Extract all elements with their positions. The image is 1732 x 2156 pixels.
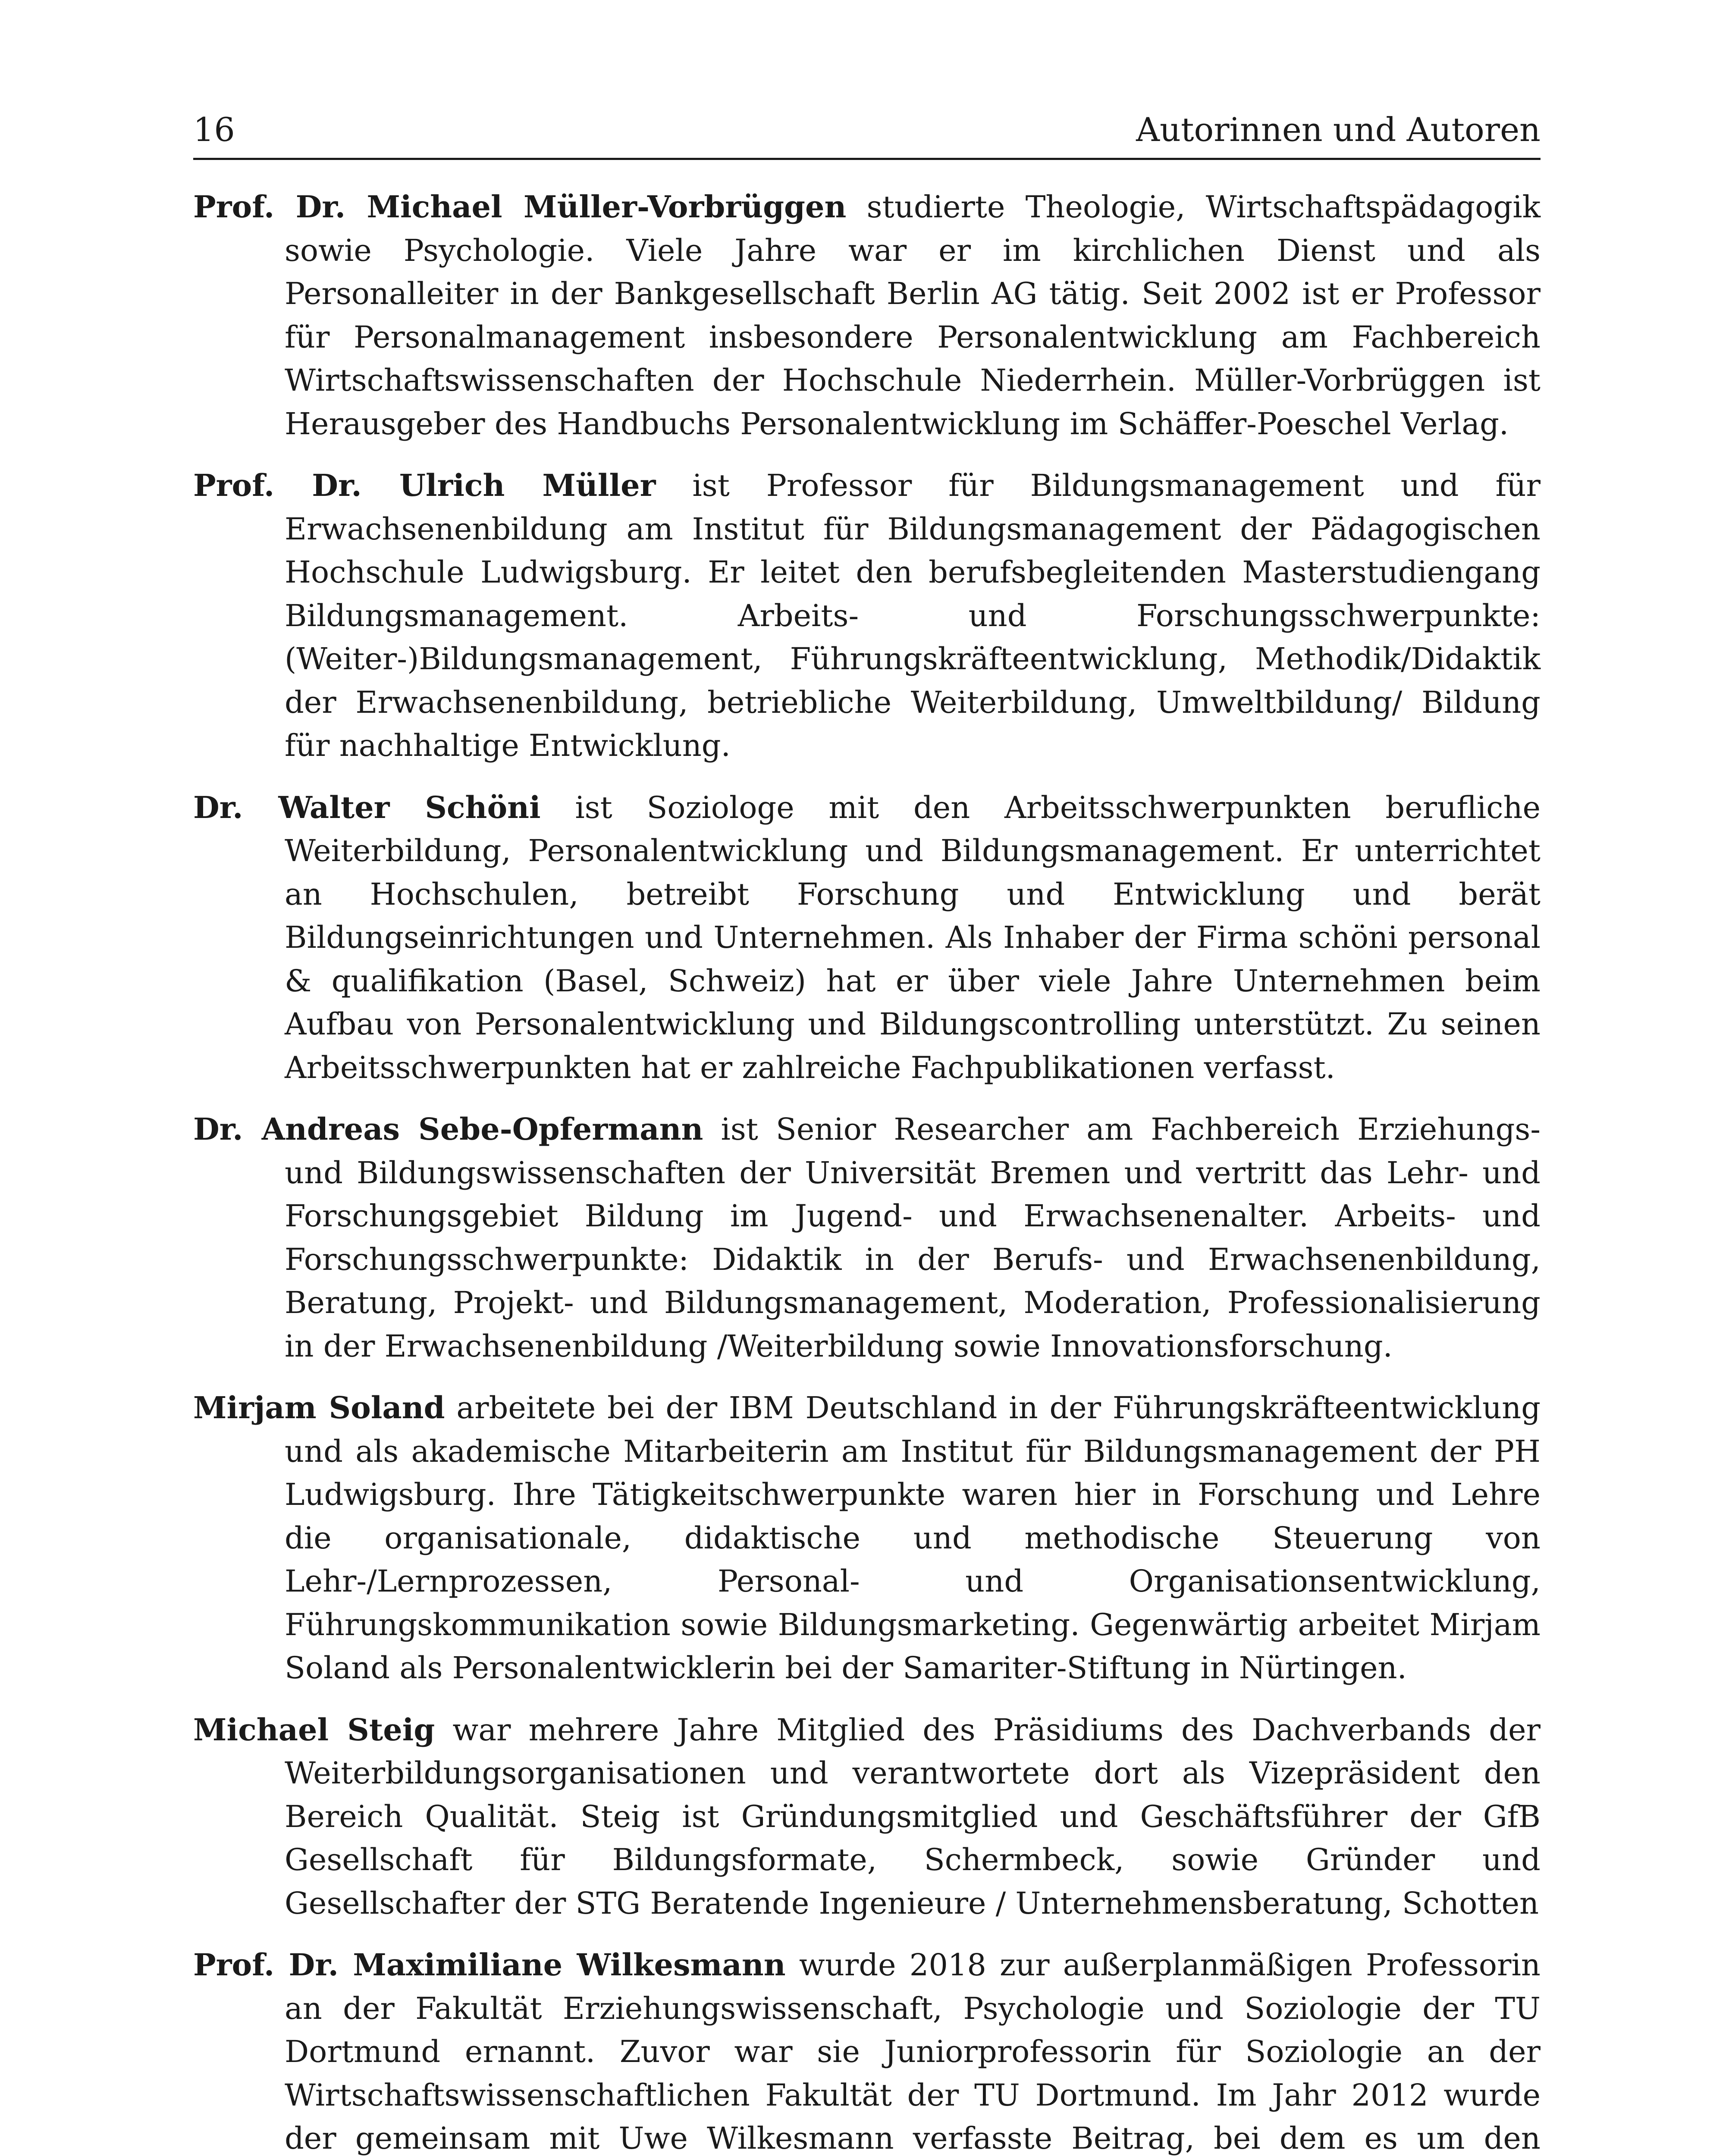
author-name: Prof. Dr. Maximiliane Wilkesmann: [193, 1947, 786, 1983]
author-entry: [193, 1943, 1541, 2156]
page-header: [193, 102, 1541, 160]
author-entry: [193, 786, 1541, 1090]
author-bio: ist Senior Researcher am Fachbereich Erziehungs- und Bildungswissenschaften der Universität Bremen und vertritt das Lehr- und Forschungsgebiet Bildung im Jugend- und Erwachsenenalter. Arbeits- und Forschungsschwerpunkte: Didaktik in der Berufs- und Erwachsenenbildung, Beratung, Projekt- und Bildungsmanagement, Moderation, Professionalisierung in der Erwachsenenbildung /Weiterbildung sowie Innovationsforschung.: [285, 1112, 1541, 1364]
author-list: [193, 185, 1541, 2156]
author-bio: war mehrere Jahre Mitglied des Präsidiums des Dachverbands der Weiterbildungsorganisationen und verantwortete dort als Vizepräsident den Bereich Qualität. Steig ist Gründungsmitglied und Geschäftsführer der GfB Gesellschaft für Bildungsformate, Schermbeck, sowie Gründer und Gesellschafter der STG Beratende Ingenieure / Unternehmensberatung, Schotten: [285, 1712, 1541, 1921]
author-bio: arbeitete bei der IBM Deutschland in der Führungskräfteentwicklung und als akademische Mitarbeiterin am Institut für Bildungsmanagement der PH Ludwigsburg. Ihre Tätigkeitschwerpunkte waren hier in Forschung und Lehre die organisationale, didaktische und methodische Steuerung von Lehr-/Lernprozessen, Personal- und Organisationsentwicklung, Führungskommunikation sowie Bildungsmarketing. Gegenwärtig arbeitet Mirjam Soland als Personalentwicklerin bei der Samariter-Stiftung in Nürtingen.: [285, 1390, 1541, 1686]
author-bio: studierte Theologie, Wirtschaftspädagogik sowie Psychologie. Viele Jahre war er im kirchlichen Dienst und als Personalleiter in der Bankgesellschaft Berlin AG tätig. Seit 2002 ist er Professor für Personalmanagement insbesondere Personalentwicklung am Fachbereich Wirtschaftswissenschaften der Hochschule Niederrhein. Müller-Vorbrüggen ist Herausgeber des Handbuchs Personalentwicklung im Schäffer-Poeschel Verlag.: [285, 189, 1541, 442]
author-entry: [193, 185, 1541, 445]
author-entry: [193, 1386, 1541, 1690]
running-title: Autorinnen und Autoren: [1136, 110, 1541, 149]
author-bio: ist Professor für Bildungsmanagement und für Erwachsenenbildung am Institut für Bildungsmanagement der Pädagogischen Hochschule Ludwigsburg. Er leitet den berufsbegleitenden Masterstudiengang Bildungsmanagement. Arbeits- und Forschungsschwerpunkte: (Weiter-)Bildungsmanagement, Führungskräfteentwicklung, Methodik/Didaktik der Erwachsenenbildung, betriebliche Weiterbildung, Umweltbildung/ Bildung für nachhaltige Entwicklung.: [285, 468, 1541, 763]
author-entry: [193, 1108, 1541, 1368]
author-name: Mirjam Soland: [193, 1390, 445, 1426]
author-entry: [193, 464, 1541, 768]
author-name: Prof. Dr. Ulrich Müller: [193, 467, 656, 503]
author-entry: [193, 1708, 1541, 1925]
author-name: Dr. Andreas Sebe-Opfermann: [193, 1111, 703, 1147]
author-bio: ist Soziologe mit den Arbeitsschwerpunkten berufliche Weiterbildung, Personalentwicklung und Bildungsmanagement. Er unterrichtet an Hochschulen, betreibt Forschung und Entwicklung und berät Bildungseinrichtungen und Unternehmen. Als Inhaber der Firma schöni personal & qualifikation (Basel, Schweiz) hat er über viele Jahre Unternehmen beim Aufbau von Personalentwicklung und Bildungscontrolling unterstützt. Zu seinen Arbeitsschwerpunkten hat er zahlreiche Fachpublikationen verfasst.: [285, 790, 1541, 1085]
page-number: 16: [193, 110, 235, 149]
author-name: Dr. Walter Schöni: [193, 789, 541, 825]
author-name: Prof. Dr. Michael Müller-Vorbrüggen: [193, 189, 847, 225]
author-bio: wurde 2018 zur außerplanmäßigen Professorin an der Fakultät Erziehungswissenschaft, Psychologie und Soziologie der TU Dortmund ernannt. Zuvor war sie Juniorprofessorin für Soziologie an der Wirtschaftswissenschaftlichen Fakultät der TU Dortmund. Im Jahr 2012 wurde der gemeinsam mit Uwe Wilkesmann verfasste Beitrag, bei dem es um den: [285, 1947, 1541, 2156]
author-name: Michael Steig: [193, 1711, 435, 1748]
